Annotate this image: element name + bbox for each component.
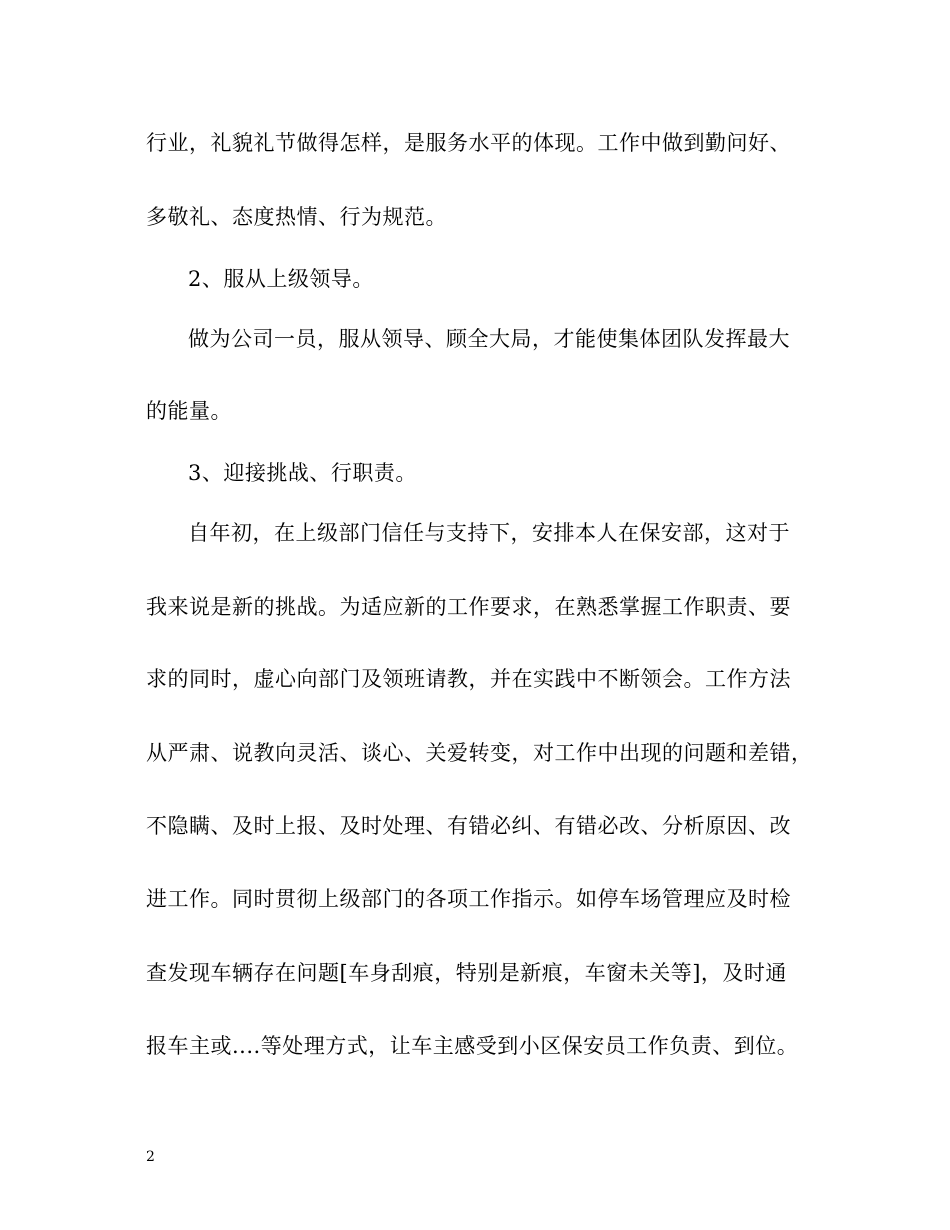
section-heading: 2、服从上级领导。 xyxy=(188,267,374,291)
text-line: 的能量。 xyxy=(146,399,232,423)
text-line: 行业，礼貌礼节做得怎样，是服务水平的体现。工作中做到勤问好、 xyxy=(146,131,791,155)
text-line: 报车主或....等处理方式，让车主感受到小区保安员工作负责、到位。 xyxy=(146,1034,799,1058)
text-line: 求的同时，虚心向部门及领班请教，并在实践中不断领会。工作方法 xyxy=(146,667,791,691)
text-line: 查发现车辆存在问题[车身刮痕，特别是新痕，车窗未关等]，及时通 xyxy=(146,961,787,985)
page-number: 2 xyxy=(146,1149,155,1165)
section-heading: 3、迎接挑战、行职责。 xyxy=(188,461,417,485)
text-line: 我来说是新的挑战。为适应新的工作要求，在熟悉掌握工作职责、要 xyxy=(146,595,791,619)
text-line: 进工作。同时贯彻上级部门的各项工作指示。如停车场管理应及时检 xyxy=(146,887,791,911)
text-line: 不隐瞒、及时上报、及时处理、有错必纠、有错必改、分析原因、改 xyxy=(146,814,791,838)
text-line: 从严肃、说教向灵活、谈心、关爱转变，对工作中出现的问题和差错， xyxy=(146,741,813,765)
text-line: 多敬礼、态度热情、行为规范。 xyxy=(146,205,447,229)
paragraph-start-line: 做为公司一员，服从领导、顾全大局，才能使集体团队发挥最大 xyxy=(188,327,790,351)
paragraph-start-line: 自年初，在上级部门信任与支持下，安排本人在保安部，这对于 xyxy=(188,521,790,545)
